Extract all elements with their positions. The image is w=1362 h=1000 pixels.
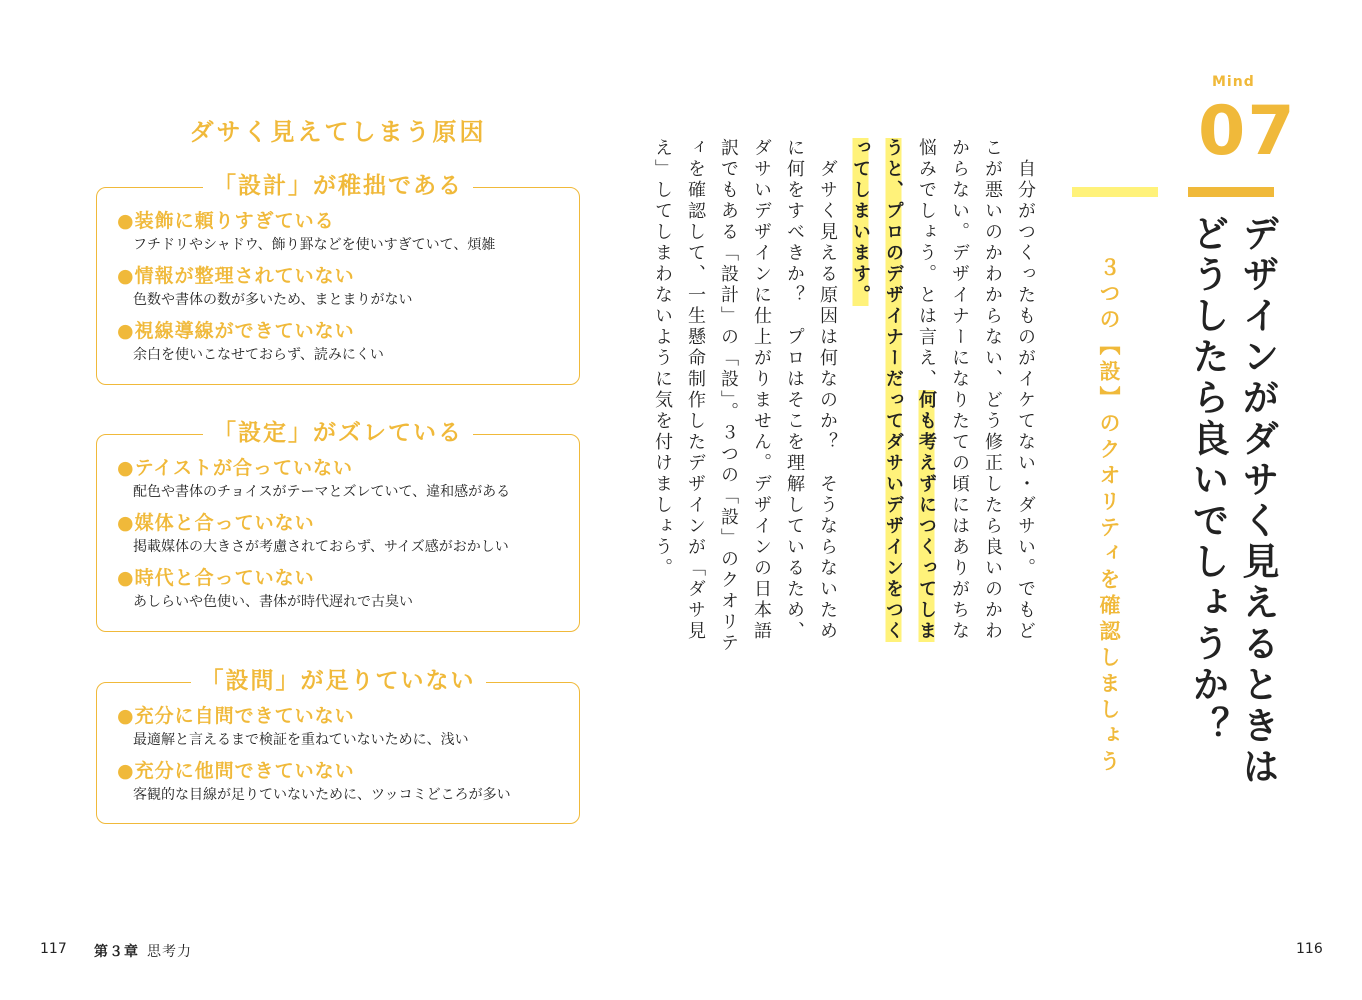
page-number-left: 117: [40, 941, 67, 957]
page-number-right: 116: [1296, 941, 1323, 957]
item-description: 余白を使いこなせておらず、読みにくい: [133, 347, 384, 363]
body-paragraph: [646, 138, 844, 658]
item-description: 掲載媒体の大きさが考慮されておらず、サイズ感がおかしい: [133, 539, 509, 555]
chapter-number: 第３章: [94, 944, 139, 960]
highlighted-text: 何も考えずにつくってしまうと、プロのデザイナーだってダサいデザインをつくってしまいます。: [850, 138, 937, 642]
list-item: [117, 703, 579, 751]
cause-box-setting: [96, 420, 580, 632]
item-title: ●視線導線ができていない: [117, 320, 355, 342]
cause-box-question: [96, 668, 580, 824]
item-title: ●充分に自問できていない: [117, 705, 355, 727]
box-heading: 「設計」が稚拙である: [203, 173, 473, 199]
item-description: 配色や書体のチョイスがテーマとズレていて、違和感がある: [133, 484, 511, 500]
list-item: [117, 318, 579, 366]
body-text-start: 自分がつくったものがイケてない・ダサい。でもどこが悪いのかわからない、どう修正したら良いのかわからない。デザイナーになりたての頃にはありがちな悩みでしょう。とは言え、: [916, 138, 1036, 642]
mind-number: 07: [1198, 92, 1297, 171]
item-title: ●時代と合っていない: [117, 567, 315, 589]
highlight-bar: [1072, 187, 1158, 197]
item-title: ●媒体と合っていない: [117, 512, 315, 534]
list-item: [117, 565, 579, 613]
subheadline: ３つの【設】のクオリティを確認しましょう: [1097, 256, 1121, 776]
box-heading: 「設問」が足りていない: [191, 668, 486, 694]
item-description: 最適解と言えるまで検証を重ねていないために、浅い: [133, 732, 469, 748]
cause-box-design: [96, 173, 580, 385]
item-description: あしらいや色使い、書体が時代遅れで古臭い: [133, 594, 413, 610]
body-paragraph: [844, 138, 1042, 658]
list-item: [117, 455, 579, 503]
body-text-second: ダサく見える原因は何なのか？ そうならないために何をすべきか？ プロはそこを理解しているため、ダサいデザインに仕上がりません。デザインの日本語訳でもある「設計」の「設」。３つの「設」のクオリティを確認して、一生懸命制作したデザインが「ダサ見え」してしまわないように気を付けましょう。: [652, 138, 838, 654]
box-heading: 「設定」がズレている: [203, 420, 473, 446]
headline-line-2: どうしたら良いでしょうか？: [1186, 214, 1229, 747]
list-item: [117, 510, 579, 558]
accent-bar: [1188, 187, 1274, 197]
list-item: [117, 758, 579, 806]
page-heading: ダサく見えてしまう原因: [189, 118, 487, 146]
body-text: [652, 138, 1042, 658]
item-title: ●充分に他問できていない: [117, 760, 355, 782]
item-title: ●装飾に頼りすぎている: [117, 210, 335, 232]
item-title: ●テイストが合っていない: [117, 457, 354, 479]
mind-label: Mind: [1212, 74, 1255, 90]
item-title: ●情報が整理されていない: [117, 265, 355, 287]
chapter-name: 思考力: [147, 944, 192, 960]
chapter-label: [94, 941, 192, 961]
item-description: 客観的な目線が足りていないために、ツッコミどころが多い: [133, 787, 511, 803]
headline-line-1: デザインがダサく見えるときは: [1236, 214, 1279, 788]
item-description: 色数や書体の数が多いため、まとまりがない: [133, 292, 413, 308]
headline: [1182, 214, 1282, 788]
list-item: [117, 263, 579, 311]
item-description: フチドリやシャドウ、飾り罫などを使いすぎていて、煩雑: [133, 237, 496, 253]
list-item: [117, 208, 579, 256]
